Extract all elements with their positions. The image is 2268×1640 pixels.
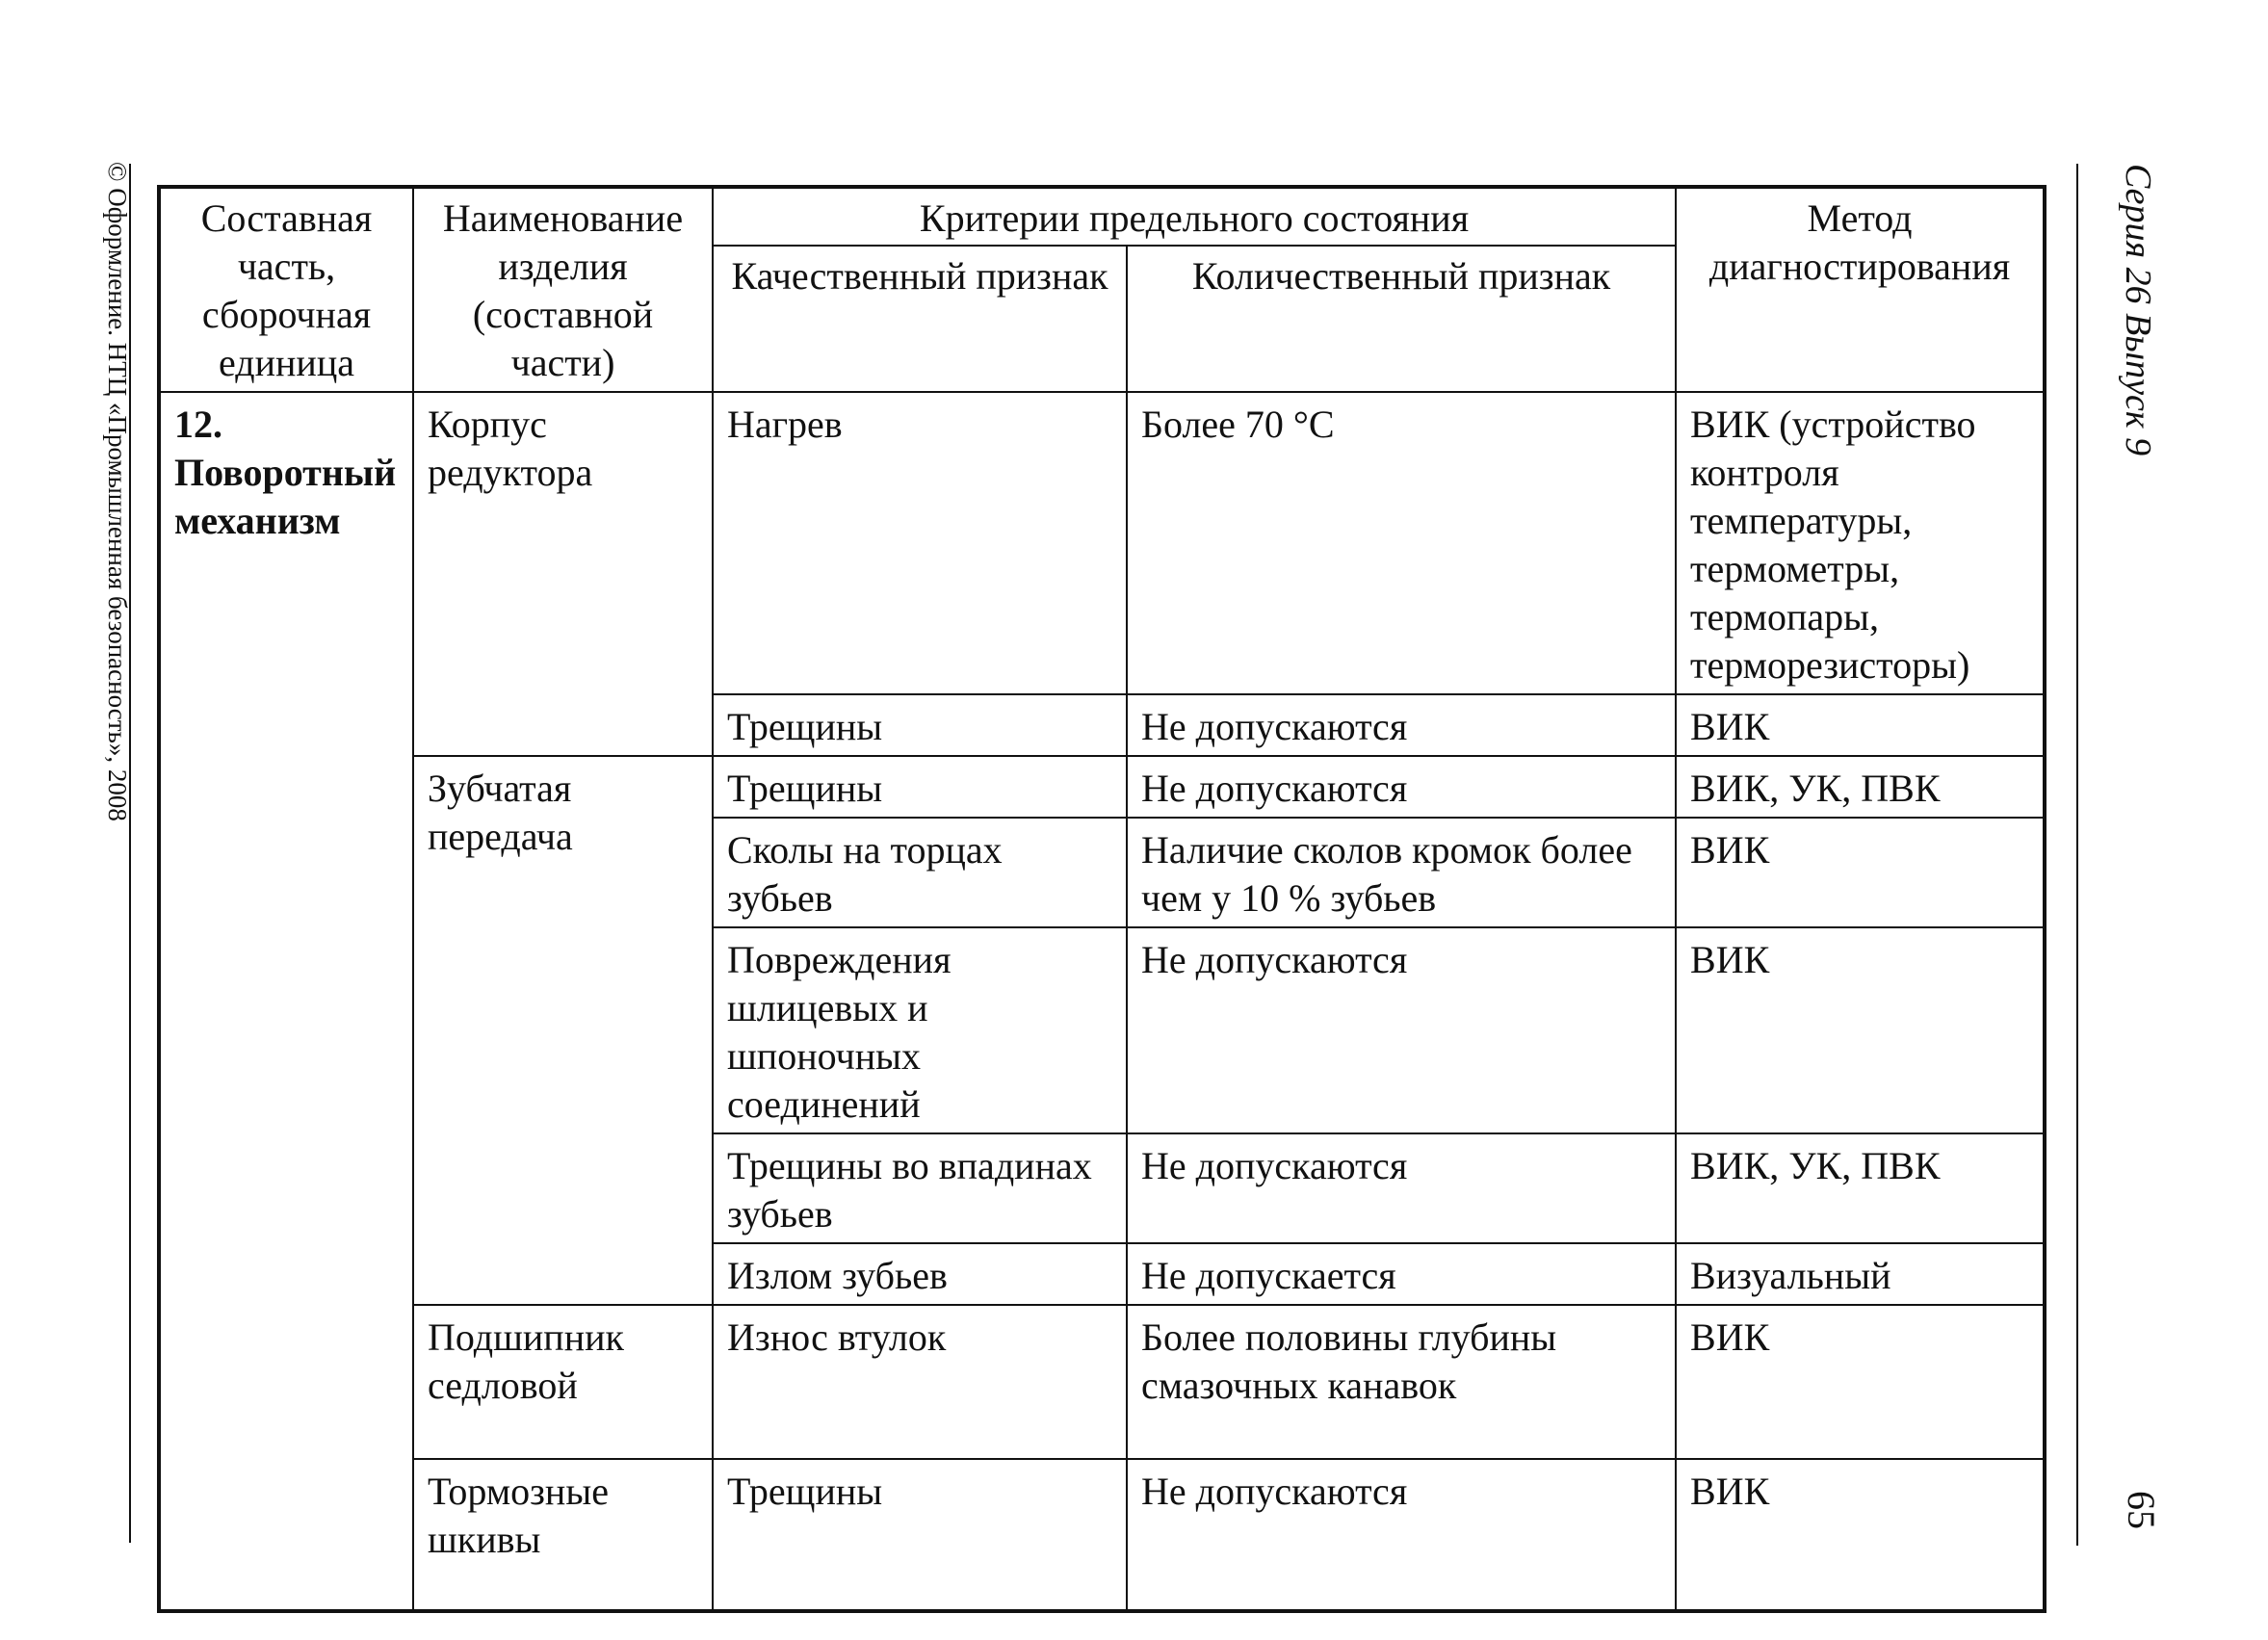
qualitative-cell: Повреждения шлицевых и шпоночных соединений xyxy=(713,927,1127,1133)
method-cell: ВИК xyxy=(1676,1459,2045,1611)
qualitative-cell: Нагрев xyxy=(713,392,1127,694)
method-cell: ВИК xyxy=(1676,818,2045,927)
qualitative-cell: Сколы на торцах зубьев xyxy=(713,818,1127,927)
method-cell: ВИК xyxy=(1676,694,2045,756)
page-number: 65 xyxy=(2120,1491,2163,1529)
method-cell: ВИК xyxy=(1676,1305,2045,1459)
qualitative-cell: Излом зубьев xyxy=(713,1243,1127,1305)
qualitative-cell: Трещины xyxy=(713,694,1127,756)
item-cell: Тормозные шкивы xyxy=(413,1459,713,1611)
qualitative-cell: Трещины во впадинах зубьев xyxy=(713,1133,1127,1243)
quantitative-cell: Не допускаются xyxy=(1127,756,1676,818)
header-criteria: Критерии предельного состояния xyxy=(713,187,1676,246)
header-item: Наименование изделия (составной части) xyxy=(413,187,713,392)
method-cell: ВИК, УК, ПВК xyxy=(1676,756,2045,818)
limit-state-table xyxy=(157,185,2046,1613)
header-qualitative: Качественный признак xyxy=(713,246,1127,392)
item-cell: Корпус редуктора xyxy=(413,392,713,756)
qualitative-cell: Износ втулок xyxy=(713,1305,1127,1459)
header-component: Составная часть, сборочная единица xyxy=(159,187,413,392)
quantitative-cell: Не допускается xyxy=(1127,1243,1676,1305)
item-cell: Подшипник седловой xyxy=(413,1305,713,1459)
quantitative-cell: Не допускаются xyxy=(1127,694,1676,756)
method-cell: ВИК, УК, ПВК xyxy=(1676,1133,2045,1243)
quantitative-cell: Более 70 °C xyxy=(1127,392,1676,694)
qualitative-cell: Трещины xyxy=(713,1459,1127,1611)
quantitative-cell: Не допускаются xyxy=(1127,927,1676,1133)
running-head: Серия 26 Выпуск 9 xyxy=(2118,164,2158,456)
qualitative-cell: Трещины xyxy=(713,756,1127,818)
method-cell: ВИК xyxy=(1676,927,2045,1133)
quantitative-cell: Более половины глубины смазочных канавок xyxy=(1127,1305,1676,1459)
method-cell: Визуальный xyxy=(1676,1243,2045,1305)
quantitative-cell: Не допускаются xyxy=(1127,1459,1676,1611)
copyright-note: © Оформление. НТЦ «Промышленная безопасность», 2008 xyxy=(103,162,132,821)
method-cell: ВИК (устройство контроля температуры, термометры, термопары, терморезисторы) xyxy=(1676,392,2045,694)
quantitative-cell: Не допускаются xyxy=(1127,1133,1676,1243)
component-cell: 12. Поворотный механизм xyxy=(159,392,413,1611)
item-cell: Зубчатая передача xyxy=(413,756,713,1305)
quantitative-cell: Наличие сколов кромок более чем у 10 % зубьев xyxy=(1127,818,1676,927)
header-method: Метод диагностирования xyxy=(1676,187,2045,392)
right-head-rule xyxy=(2076,164,2078,1546)
header-quantitative: Количественный признак xyxy=(1127,246,1676,392)
